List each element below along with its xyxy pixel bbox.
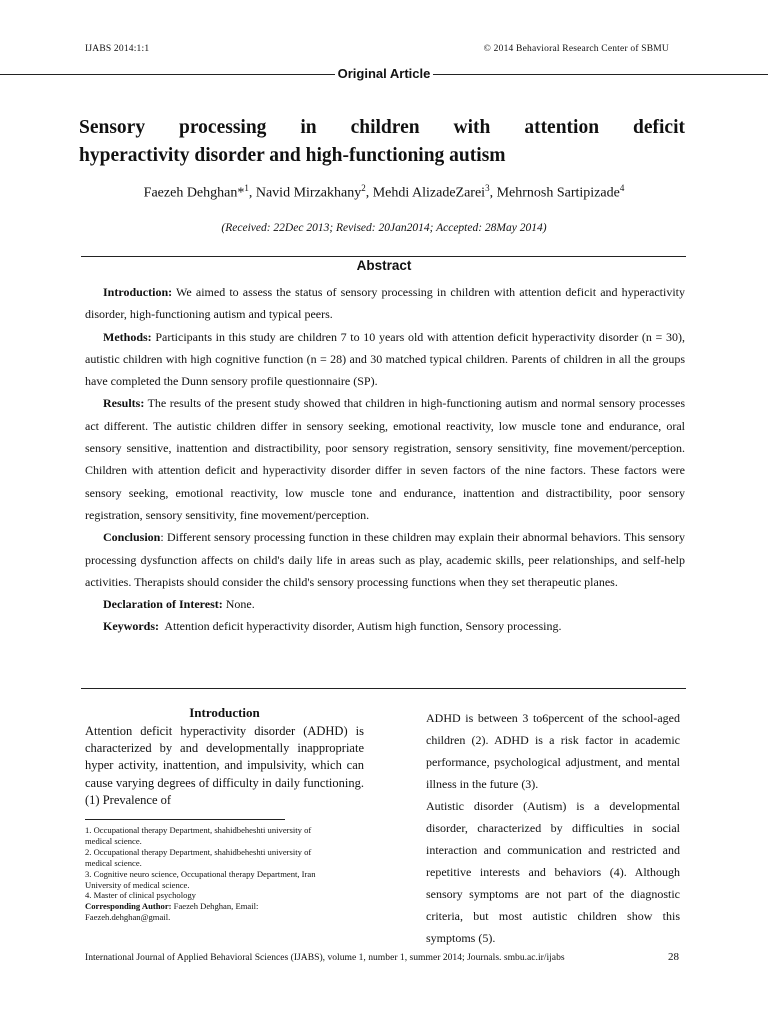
author-affiliation-mark: 1 [244,183,249,193]
author-separator: , [248,185,256,201]
article-title [79,114,685,170]
footnote-rule [85,819,285,820]
author-list [0,183,768,202]
declaration-of-interest [85,593,685,615]
abstract-heading: Abstract [356,258,412,273]
keywords [85,615,685,637]
introduction-right-paragraph-1: ADHD is between 3 to6percent of the school-aged children (2). ADHD is a risk factor in academic performance, psychological adjustment, and mental illness in the future (3). [426,711,680,791]
journal-code: IJABS 2014:1:1 [85,44,150,54]
declaration-text: None. [222,597,255,612]
footnote-3: 3. Cognitive neuro science, Occupational therapy Department, Iran University of medical science. [85,868,316,890]
abstract-bottom-rule [81,688,686,689]
abstract-body [85,281,685,638]
author-separator: , [365,185,373,201]
author-affiliation-mark: 4 [619,183,625,193]
title-line-2: hyperactivity disorder and high-functioning autism [79,145,506,166]
author-name: Mehdi AlizadeZarei [372,185,486,201]
abstract-introduction-label: Introduction: [103,285,173,299]
author-separator: , [489,185,497,201]
submission-dates: (Received: 22Dec 2013; Revised: 20Jan2014; Accepted: 28May 2014) [221,222,547,234]
author-affiliation-mark: 3 [485,183,490,193]
abstract-conclusion-label: Conclusion [103,530,161,545]
author-affiliation-mark: 2 [361,183,366,193]
author-name: Faezeh Dehghan* [143,185,245,201]
introduction-heading: Introduction [189,705,260,720]
copyright-notice: © 2014 Behavioral Research Center of SBMU [483,44,669,54]
abstract-conclusion [85,526,685,593]
abstract-methods-label: Methods: [103,329,152,344]
abstract-results [85,392,685,526]
corresponding-author-label: Corresponding Author: [85,901,172,912]
corresponding-author-text: Faezeh Dehghan, Email: Faezeh.dehghan@gmail. [85,901,259,923]
keywords-label: Keywords: [103,619,159,634]
keywords-text: Attention deficit hyperactivity disorder, Autism high function, Sensory processing. [159,619,562,634]
author-name: Navid Mirzakhany [255,185,362,201]
introduction-right-column [426,707,680,949]
footer-citation: International Journal of Applied Behavioral Sciences (IJABS), volume 1, number 1, summer 2014; Journals. smbu.ac.ir/ijabs [85,952,565,963]
abstract-top-rule [81,256,686,257]
abstract-results-label: Results: [103,396,145,411]
title-line-1: Sensory processing in children with attention deficit [79,117,685,138]
declaration-label: Declaration of Interest: [103,597,223,612]
footnote-2: 2. Occupational therapy Department, shahidbeheshti university of medical science. [85,846,312,868]
author-name: Mehrnosh Sartipizade [496,185,620,201]
page-footer [85,952,685,963]
abstract-methods [85,326,685,393]
abstract-introduction [85,281,685,326]
corresponding-author [85,901,325,923]
abstract-conclusion-text: : Different sensory processing function in these children may explain their abnormal behaviors. This sensory processing dysfunction affects on child's daily life in areas such as play, academic skills, peer relationships, and self-help activities. Therapists should consider the child's sensory processing functions when they set therapeutic planes. [85,530,685,589]
section-label-text: Original Article [335,66,434,81]
page-number: 28 [668,951,679,963]
abstract-methods-text: Participants in this study are children 7 to 10 years old with attention deficit hyperactivity disorder (n = 30), autistic children with high cognitive function (n = 28) and 30 matched typical children. Parents of children in all the groups have completed the Dunn sensory profile questionnaire (SP). [85,329,685,389]
footnotes [85,825,325,923]
footnote-1: 1. Occupational therapy Department, shahidbeheshti university of medical science. [85,825,312,846]
abstract-results-text: The results of the present study showed that children in high-functioning autism and normal sensory processes act different. The autistic children differ in sensory seeking, emotional reactivity, low muscle tone and endurance, oral sensory sensitive, inattention and distractibility, poor sensory registration, sensory sensitivity, fine movement/perception. Children with attention deficit and hyperactivity disorder differ in seven factors of the nine factors. These factors were sensory seeking, emotional reactivity, low muscle tone and endurance, inattention and distractibility, poor sensory registration, sensory sensitivity, fine movement/perception. [85,396,685,522]
abstract-introduction-text: We aimed to assess the status of sensory processing in children with attention deficit and hyperactivity disorder, high-functioning autism and typical peers. [85,285,685,322]
introduction-paragraph: Attention deficit hyperactivity disorder (ADHD) is characterized by and developmentally inappropriate hyper activity, inattention, and impulsivity, which can cause varying degrees of difficulty in daily functioning. (1) Prevalence of [85,724,364,807]
section-label [0,66,768,81]
introduction-left-column [85,705,364,809]
footnote-4: 4. Master of clinical psychology [85,890,196,901]
introduction-right-paragraph-2: Autistic disorder (Autism) is a developmental disorder, characterized by difficulties in social interaction and communication and restricted and repetitive interests and behaviors (4). Although sensory symptoms are not part of the diagnostic criteria, but most autistic children show this symptoms (5). [426,799,680,945]
